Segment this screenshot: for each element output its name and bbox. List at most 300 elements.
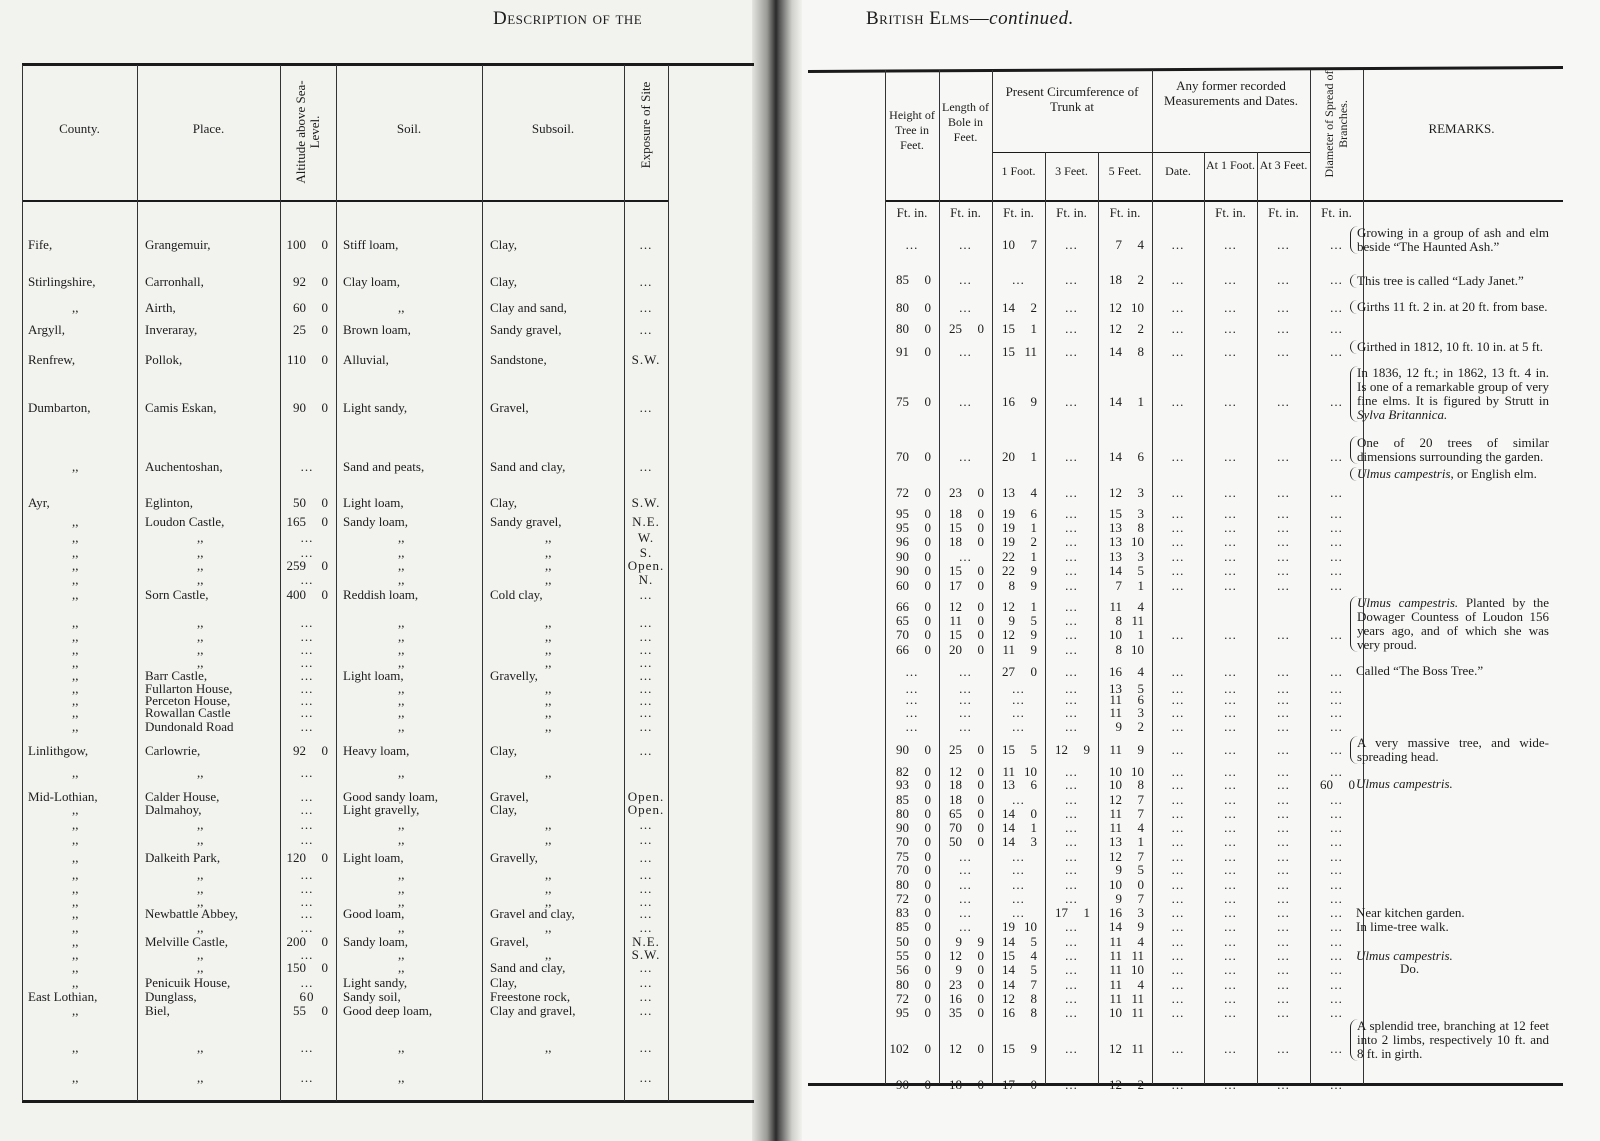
altitude-cell: 92 0 xyxy=(293,274,328,289)
soil-cell: Sandy loam, xyxy=(343,934,408,949)
altitude-cell: ... xyxy=(300,572,314,587)
circ-5ft-cell: 13 5 xyxy=(1109,681,1144,696)
exposure-cell: S. xyxy=(639,545,653,560)
circ-3ft-cell: ... xyxy=(1065,919,1078,934)
bole-cell: ... xyxy=(959,681,972,696)
circ-5ft-cell: 16 3 xyxy=(1109,905,1144,920)
circ-1ft-cell: 22 9 xyxy=(1002,563,1037,578)
former-at-3ft-cell: ... xyxy=(1277,1041,1290,1056)
county-cell: Argyll, xyxy=(28,322,65,337)
subsoil-cell: Clay, xyxy=(490,495,517,510)
header-exposure: Exposure of Site xyxy=(638,81,653,169)
circ-5ft-cell: 11 9 xyxy=(1109,742,1144,757)
circ-1ft-cell: 22 1 xyxy=(1002,549,1037,564)
former-at-1ft-cell: ... xyxy=(1224,792,1237,807)
altitude-cell: 50 0 xyxy=(293,495,328,510)
county-cell: Mid-Lothian, xyxy=(28,789,98,804)
place-cell: ,, xyxy=(197,629,204,644)
former-date-cell: ... xyxy=(1171,272,1185,287)
circ-1ft-cell: ... xyxy=(1012,905,1025,920)
subsoil-cell: ,, xyxy=(545,881,552,896)
remark-text xyxy=(1350,274,1549,288)
former-date-cell: ... xyxy=(1171,792,1185,807)
bole-cell: 20 0 xyxy=(949,642,984,657)
header-subsoil: Subsoil. xyxy=(531,121,575,136)
spread-cell: ... xyxy=(1330,806,1343,821)
place-cell: Pollok, xyxy=(145,352,183,367)
subsoil-cell: Gravel and clay, xyxy=(490,906,575,921)
spread-cell: ... xyxy=(1330,742,1343,757)
former-at-1ft-cell: ... xyxy=(1224,891,1237,906)
height-cell: ... xyxy=(905,705,919,720)
altitude-cell: ... xyxy=(300,975,314,990)
height-cell: 80 0 xyxy=(896,877,931,892)
circ-3ft-cell: ... xyxy=(1065,934,1078,949)
spread-cell: ... xyxy=(1330,820,1343,835)
bole-cell: 11 0 xyxy=(949,613,984,628)
former-at-1ft-cell: ... xyxy=(1224,742,1237,757)
place-cell: ,, xyxy=(197,1040,204,1055)
soil-cell: ,, xyxy=(398,894,405,909)
height-cell: 85 0 xyxy=(896,919,931,934)
soil-cell: Reddish loam, xyxy=(343,587,419,602)
height-cell: ... xyxy=(905,681,919,696)
header-3-feet: 3 Feet. xyxy=(1055,164,1088,178)
circ-3ft-cell: ... xyxy=(1065,627,1078,642)
exposure-cell: ... xyxy=(639,920,653,935)
altitude-cell: ... xyxy=(300,906,314,921)
circ-5ft-cell: 11 4 xyxy=(1109,820,1144,835)
exposure-cell: ... xyxy=(639,400,653,415)
height-cell: 82 0 xyxy=(896,764,931,779)
spread-cell: ... xyxy=(1330,1005,1343,1020)
unit-label: Ft. in. xyxy=(1109,205,1141,220)
county-cell: Ayr, xyxy=(28,495,50,510)
soil-cell: ,, xyxy=(398,960,405,975)
height-cell: 65 0 xyxy=(896,613,931,628)
circ-1ft-cell: 9 5 xyxy=(1008,613,1037,628)
circ-1ft-cell: 14 7 xyxy=(1002,977,1037,992)
spread-cell: ... xyxy=(1330,719,1343,734)
circ-5ft-cell: 14 5 xyxy=(1109,563,1144,578)
altitude-cell: ... xyxy=(300,629,314,644)
soil-cell: Sandy loam, xyxy=(343,514,408,529)
circ-3ft-cell: ... xyxy=(1065,1005,1078,1020)
circ-1ft-cell: ... xyxy=(1012,862,1025,877)
bole-cell: 17 0 xyxy=(949,578,984,593)
circ-5ft-cell: 14 8 xyxy=(1109,344,1144,359)
subsoil-cell: Sandstone, xyxy=(490,352,547,367)
circ-1ft-cell: ... xyxy=(1012,719,1025,734)
former-at-3ft-cell: ... xyxy=(1277,877,1290,892)
spread-cell: ... xyxy=(1330,344,1343,359)
place-cell: ,, xyxy=(197,894,204,909)
subsoil-cell: ,, xyxy=(545,894,552,909)
height-cell: 75 0 xyxy=(896,394,931,409)
altitude-cell: 25 0 xyxy=(293,322,328,337)
soil-cell: ,, xyxy=(398,642,405,657)
height-cell: 90 0 xyxy=(896,742,931,757)
former-date-cell: ... xyxy=(1171,991,1185,1006)
circ-3ft-cell: ... xyxy=(1065,834,1078,849)
subsoil-cell: Clay and sand, xyxy=(490,300,567,315)
place-cell: ,, xyxy=(197,881,204,896)
height-cell: 85 0 xyxy=(896,272,931,287)
header-former-measurements: Any former recorded Measurements and Dates. xyxy=(1164,78,1298,108)
exposure-cell: N. xyxy=(638,572,654,587)
circ-1ft-cell: 15 5 xyxy=(1002,742,1037,757)
spread-cell: ... xyxy=(1330,905,1343,920)
altitude-cell: ... xyxy=(300,765,314,780)
former-date-cell: ... xyxy=(1171,777,1185,792)
circ-3ft-cell: ... xyxy=(1065,344,1078,359)
county-cell: ,, xyxy=(72,642,79,657)
circ-1ft-cell: 16 8 xyxy=(1002,1005,1037,1020)
bole-cell: 25 0 xyxy=(949,321,984,336)
subsoil-cell: Gravel, xyxy=(490,400,529,415)
former-at-3ft-cell: ... xyxy=(1277,394,1290,409)
circ-5ft-cell: 11 10 xyxy=(1109,962,1144,977)
bole-cell: ... xyxy=(959,719,972,734)
remark-text xyxy=(1350,340,1549,354)
former-date-cell: ... xyxy=(1171,681,1185,696)
exposure-cell: ... xyxy=(639,615,653,630)
soil-cell: Light loam, xyxy=(343,668,404,683)
italic-text: Sylva Britannica. xyxy=(1357,407,1448,422)
exposure-cell: Open. xyxy=(627,789,665,804)
exposure-cell: ... xyxy=(639,960,653,975)
spread-cell: 60 0 xyxy=(1320,777,1355,792)
exposure-cell: ... xyxy=(639,655,653,670)
spread-cell: ... xyxy=(1330,237,1343,252)
former-date-cell: ... xyxy=(1171,300,1185,315)
altitude-cell: ... xyxy=(300,832,314,847)
former-date-cell: ... xyxy=(1171,919,1185,934)
circ-5ft-cell: 9 7 xyxy=(1115,891,1144,906)
unit-label: Ft. in. xyxy=(1321,205,1352,220)
circ-1ft-cell: 12 1 xyxy=(1002,599,1037,614)
circ-3ft-cell: ... xyxy=(1065,849,1078,864)
soil-cell: Stiff loam, xyxy=(343,237,399,252)
height-cell: ... xyxy=(905,664,919,679)
exposure-cell: ... xyxy=(639,459,653,474)
county-cell: ,, xyxy=(72,681,79,696)
circ-1ft-cell: 15 9 xyxy=(1002,1041,1037,1056)
bole-cell: 18 0 xyxy=(949,777,984,792)
exposure-cell: Open. xyxy=(627,558,665,573)
place-cell: ,, xyxy=(197,642,204,657)
exposure-cell: ... xyxy=(639,274,653,289)
county-cell: ,, xyxy=(72,975,79,990)
circ-5ft-cell: 11 6 xyxy=(1109,692,1144,707)
height-cell: 90 0 xyxy=(896,563,931,578)
former-at-3ft-cell: ... xyxy=(1277,891,1290,906)
height-cell: 75 0 xyxy=(896,849,931,864)
former-date-cell: ... xyxy=(1171,1077,1185,1092)
altitude-cell: 200 0 xyxy=(286,934,328,949)
italic-text: Ulmus campestris. xyxy=(1356,948,1453,963)
title-caps: British Elms— xyxy=(866,8,990,29)
altitude-cell: ... xyxy=(300,693,314,708)
circ-1ft-cell: 19 2 xyxy=(1002,534,1037,549)
former-at-1ft-cell: ... xyxy=(1224,820,1237,835)
circ-3ft-cell: ... xyxy=(1065,563,1078,578)
left-page-title: Description of the xyxy=(493,8,643,29)
altitude-cell: ... xyxy=(300,459,314,474)
spread-cell: ... xyxy=(1330,681,1343,696)
county-cell: ,, xyxy=(72,947,79,962)
former-at-3ft-cell: ... xyxy=(1277,578,1290,593)
county-cell: ,, xyxy=(72,558,79,573)
altitude-cell: 100 0 xyxy=(286,237,328,252)
circ-3ft-cell: ... xyxy=(1065,705,1078,720)
county-cell: ,, xyxy=(72,514,79,529)
header-height: Height of Tree in Feet. xyxy=(889,108,935,152)
soil-cell: Alluvial, xyxy=(343,352,389,367)
unit-label: Ft. in. xyxy=(1268,205,1299,220)
circ-3ft-cell: ... xyxy=(1065,820,1078,835)
spread-cell: ... xyxy=(1330,300,1343,315)
former-date-cell: ... xyxy=(1171,664,1185,679)
circ-5ft-cell: 11 4 xyxy=(1109,977,1144,992)
circ-5ft-cell: 13 8 xyxy=(1109,520,1144,535)
exposure-cell: ... xyxy=(639,975,653,990)
book-gutter xyxy=(752,0,802,1141)
circ-3ft-cell: ... xyxy=(1065,578,1078,593)
former-at-1ft-cell: ... xyxy=(1224,692,1237,707)
former-at-1ft-cell: ... xyxy=(1224,681,1237,696)
bole-cell: 18 0 xyxy=(949,506,984,521)
remark-text xyxy=(1350,906,1548,920)
place-cell: Grangemuir, xyxy=(145,237,211,252)
altitude-cell: 60 0 xyxy=(293,300,328,315)
spread-cell: ... xyxy=(1330,506,1343,521)
remark-segment: Called “The Boss Tree.” xyxy=(1356,663,1484,678)
subsoil-cell: Clay, xyxy=(490,237,517,252)
former-at-3ft-cell: ... xyxy=(1277,934,1290,949)
header-place: Place. xyxy=(192,121,225,136)
spread-cell: ... xyxy=(1330,449,1343,464)
altitude-cell: ... xyxy=(300,1070,314,1085)
header-circumference: Present Circumference of Trunk at xyxy=(1005,84,1139,114)
circ-1ft-cell: ... xyxy=(1012,272,1025,287)
exposure-cell: Open. xyxy=(627,802,665,817)
place-cell: ,, xyxy=(197,867,204,882)
remark-text xyxy=(1350,596,1549,652)
circ-3ft-cell: ... xyxy=(1065,948,1078,963)
spread-cell: ... xyxy=(1330,1041,1343,1056)
former-date-cell: ... xyxy=(1171,563,1185,578)
circ-1ft-cell: 13 6 xyxy=(1002,777,1037,792)
subsoil-cell: Gravel, xyxy=(490,934,529,949)
altitude-cell: ... xyxy=(300,920,314,935)
circ-5ft-cell: 12 2 xyxy=(1109,321,1144,336)
place-cell: Sorn Castle, xyxy=(145,587,209,602)
former-date-cell: ... xyxy=(1171,506,1185,521)
bole-cell: 16 0 xyxy=(949,991,984,1006)
height-cell: 80 0 xyxy=(896,321,931,336)
left-col-divider xyxy=(22,65,23,1101)
subsoil-cell: ,, xyxy=(545,765,552,780)
spread-cell: ... xyxy=(1330,891,1343,906)
place-cell: ,, xyxy=(197,765,204,780)
altitude-cell: 90 0 xyxy=(293,400,328,415)
subsoil-cell: ,, xyxy=(545,920,552,935)
height-cell: ... xyxy=(905,237,919,252)
soil-cell: Light sandy, xyxy=(343,400,408,415)
county-cell: Dumbarton, xyxy=(28,400,91,415)
spread-cell: ... xyxy=(1330,534,1343,549)
exposure-cell: ... xyxy=(639,705,653,720)
soil-cell: Light loam, xyxy=(343,495,404,510)
soil-cell: Heavy loam, xyxy=(343,743,410,758)
county-cell: ,, xyxy=(72,802,79,817)
bole-cell: ... xyxy=(959,300,972,315)
remark-text xyxy=(1350,1019,1549,1061)
place-cell: ,, xyxy=(197,817,204,832)
height-cell: ... xyxy=(905,719,919,734)
left-table-bottom-rule xyxy=(22,1100,754,1103)
spread-cell: ... xyxy=(1330,520,1343,535)
county-cell: ,, xyxy=(72,832,79,847)
former-at-3ft-cell: ... xyxy=(1277,563,1290,578)
spread-cell: ... xyxy=(1330,272,1343,287)
remark-segment: Girths 11 ft. 2 in. at 20 ft. from base. xyxy=(1357,299,1548,314)
altitude-cell: 60 xyxy=(299,989,315,1004)
bole-cell: ... xyxy=(959,664,972,679)
spread-cell: ... xyxy=(1330,934,1343,949)
altitude-cell: 150 0 xyxy=(286,960,328,975)
exposure-cell: ... xyxy=(639,743,653,758)
former-at-3ft-cell: ... xyxy=(1277,627,1290,642)
bole-cell: 18 0 xyxy=(949,1077,984,1092)
circ-3ft-cell: ... xyxy=(1065,321,1078,336)
altitude-cell: 55 0 xyxy=(293,1003,328,1018)
county-cell: ,, xyxy=(72,572,79,587)
altitude-cell: ... xyxy=(300,789,314,804)
former-at-1ft-cell: ... xyxy=(1224,834,1237,849)
county-cell: ,, xyxy=(72,705,79,720)
spread-cell: ... xyxy=(1330,321,1343,336)
county-cell: ,, xyxy=(72,906,79,921)
remark-text xyxy=(1350,300,1549,314)
spread-cell: ... xyxy=(1330,977,1343,992)
bole-cell: 15 0 xyxy=(949,563,984,578)
spread-cell: ... xyxy=(1330,664,1343,679)
left-col-divider xyxy=(482,65,483,1101)
circ-5ft-cell: 9 5 xyxy=(1115,862,1144,877)
former-date-cell: ... xyxy=(1171,877,1185,892)
bole-cell: ... xyxy=(959,692,972,707)
former-at-3ft-cell: ... xyxy=(1277,300,1290,315)
circ-3ft-cell: ... xyxy=(1065,394,1078,409)
former-at-3ft-cell: ... xyxy=(1277,834,1290,849)
place-cell: ,, xyxy=(197,960,204,975)
former-at-1ft-cell: ... xyxy=(1224,705,1237,720)
former-date-cell: ... xyxy=(1171,849,1185,864)
soil-cell: Good sandy loam, xyxy=(343,789,438,804)
place-cell: ,, xyxy=(197,558,204,573)
place-cell: Eglinton, xyxy=(145,495,194,510)
exposure-cell: N.E. xyxy=(632,934,660,949)
circ-1ft-cell: 11 9 xyxy=(1002,642,1037,657)
county-cell: ,, xyxy=(72,934,79,949)
circ-3ft-cell: ... xyxy=(1065,520,1078,535)
italic-text: Ulmus campestris xyxy=(1357,466,1451,481)
circ-3ft-cell: ... xyxy=(1065,991,1078,1006)
circ-5ft-cell: 12 11 xyxy=(1109,1041,1144,1056)
remark-segment: Near kitchen garden. xyxy=(1356,905,1465,920)
altitude-cell: 165 0 xyxy=(286,514,328,529)
bole-cell: 50 0 xyxy=(949,834,984,849)
remark-text xyxy=(1350,664,1548,678)
circ-5ft-cell: 13 1 xyxy=(1109,834,1144,849)
place-cell: Carronhall, xyxy=(145,274,204,289)
circ-3ft-cell: ... xyxy=(1065,1041,1078,1056)
altitude-cell: 92 0 xyxy=(293,743,328,758)
exposure-cell: ... xyxy=(639,681,653,696)
circ-5ft-cell: 12 2 xyxy=(1109,1077,1144,1092)
circ-1ft-cell: ... xyxy=(1012,705,1025,720)
bole-cell: 25 0 xyxy=(949,742,984,757)
spread-cell: ... xyxy=(1330,991,1343,1006)
height-cell: 83 0 xyxy=(896,905,931,920)
height-cell: 80 0 xyxy=(896,300,931,315)
former-date-cell: ... xyxy=(1171,719,1185,734)
circ-1ft-cell: 19 10 xyxy=(1002,919,1037,934)
circ-3ft-cell: 17 1 xyxy=(1055,905,1090,920)
bole-cell: 9 9 xyxy=(955,934,984,949)
circ-1ft-cell: 15 1 xyxy=(1002,321,1037,336)
altitude-cell: ... xyxy=(300,705,314,720)
subsoil-cell: ,, xyxy=(545,530,552,545)
former-date-cell: ... xyxy=(1171,1005,1185,1020)
spread-cell: ... xyxy=(1330,962,1343,977)
circ-5ft-cell: 7 4 xyxy=(1115,237,1144,252)
spread-cell: ... xyxy=(1330,705,1343,720)
exposure-cell: ... xyxy=(639,867,653,882)
bole-cell: 70 0 xyxy=(949,820,984,835)
former-date-cell: ... xyxy=(1171,321,1185,336)
subsoil-cell: ,, xyxy=(545,655,552,670)
subsoil-cell: ,, xyxy=(545,572,552,587)
spread-cell: ... xyxy=(1330,549,1343,564)
former-at-3ft-cell: ... xyxy=(1277,272,1290,287)
subsoil-cell: Clay and gravel, xyxy=(490,1003,576,1018)
header-remarks: REMARKS. xyxy=(1428,121,1495,136)
height-cell: 70 0 xyxy=(896,627,931,642)
place-cell: Loudon Castle, xyxy=(145,514,225,529)
circ-3ft-cell: ... xyxy=(1065,692,1078,707)
circ-1ft-cell: 17 0 xyxy=(1002,1077,1037,1092)
subsoil-cell: ,, xyxy=(545,615,552,630)
place-cell: ,, xyxy=(197,572,204,587)
former-date-cell: ... xyxy=(1171,905,1185,920)
circ-5ft-cell: 13 3 xyxy=(1109,549,1144,564)
remark-text xyxy=(1350,436,1549,464)
circ-5ft-cell: 8 11 xyxy=(1115,613,1144,628)
altitude-cell: ... xyxy=(300,802,314,817)
altitude-cell: ... xyxy=(300,719,314,734)
circ-3ft-cell: ... xyxy=(1065,534,1078,549)
bole-cell: 9 0 xyxy=(955,962,984,977)
circ-5ft-cell: 10 0 xyxy=(1109,877,1144,892)
exposure-cell: ... xyxy=(639,300,653,315)
former-date-cell: ... xyxy=(1171,934,1185,949)
altitude-cell: 120 0 xyxy=(286,850,328,865)
former-at-1ft-cell: ... xyxy=(1224,1005,1237,1020)
subsoil-cell: Cold clay, xyxy=(490,587,543,602)
